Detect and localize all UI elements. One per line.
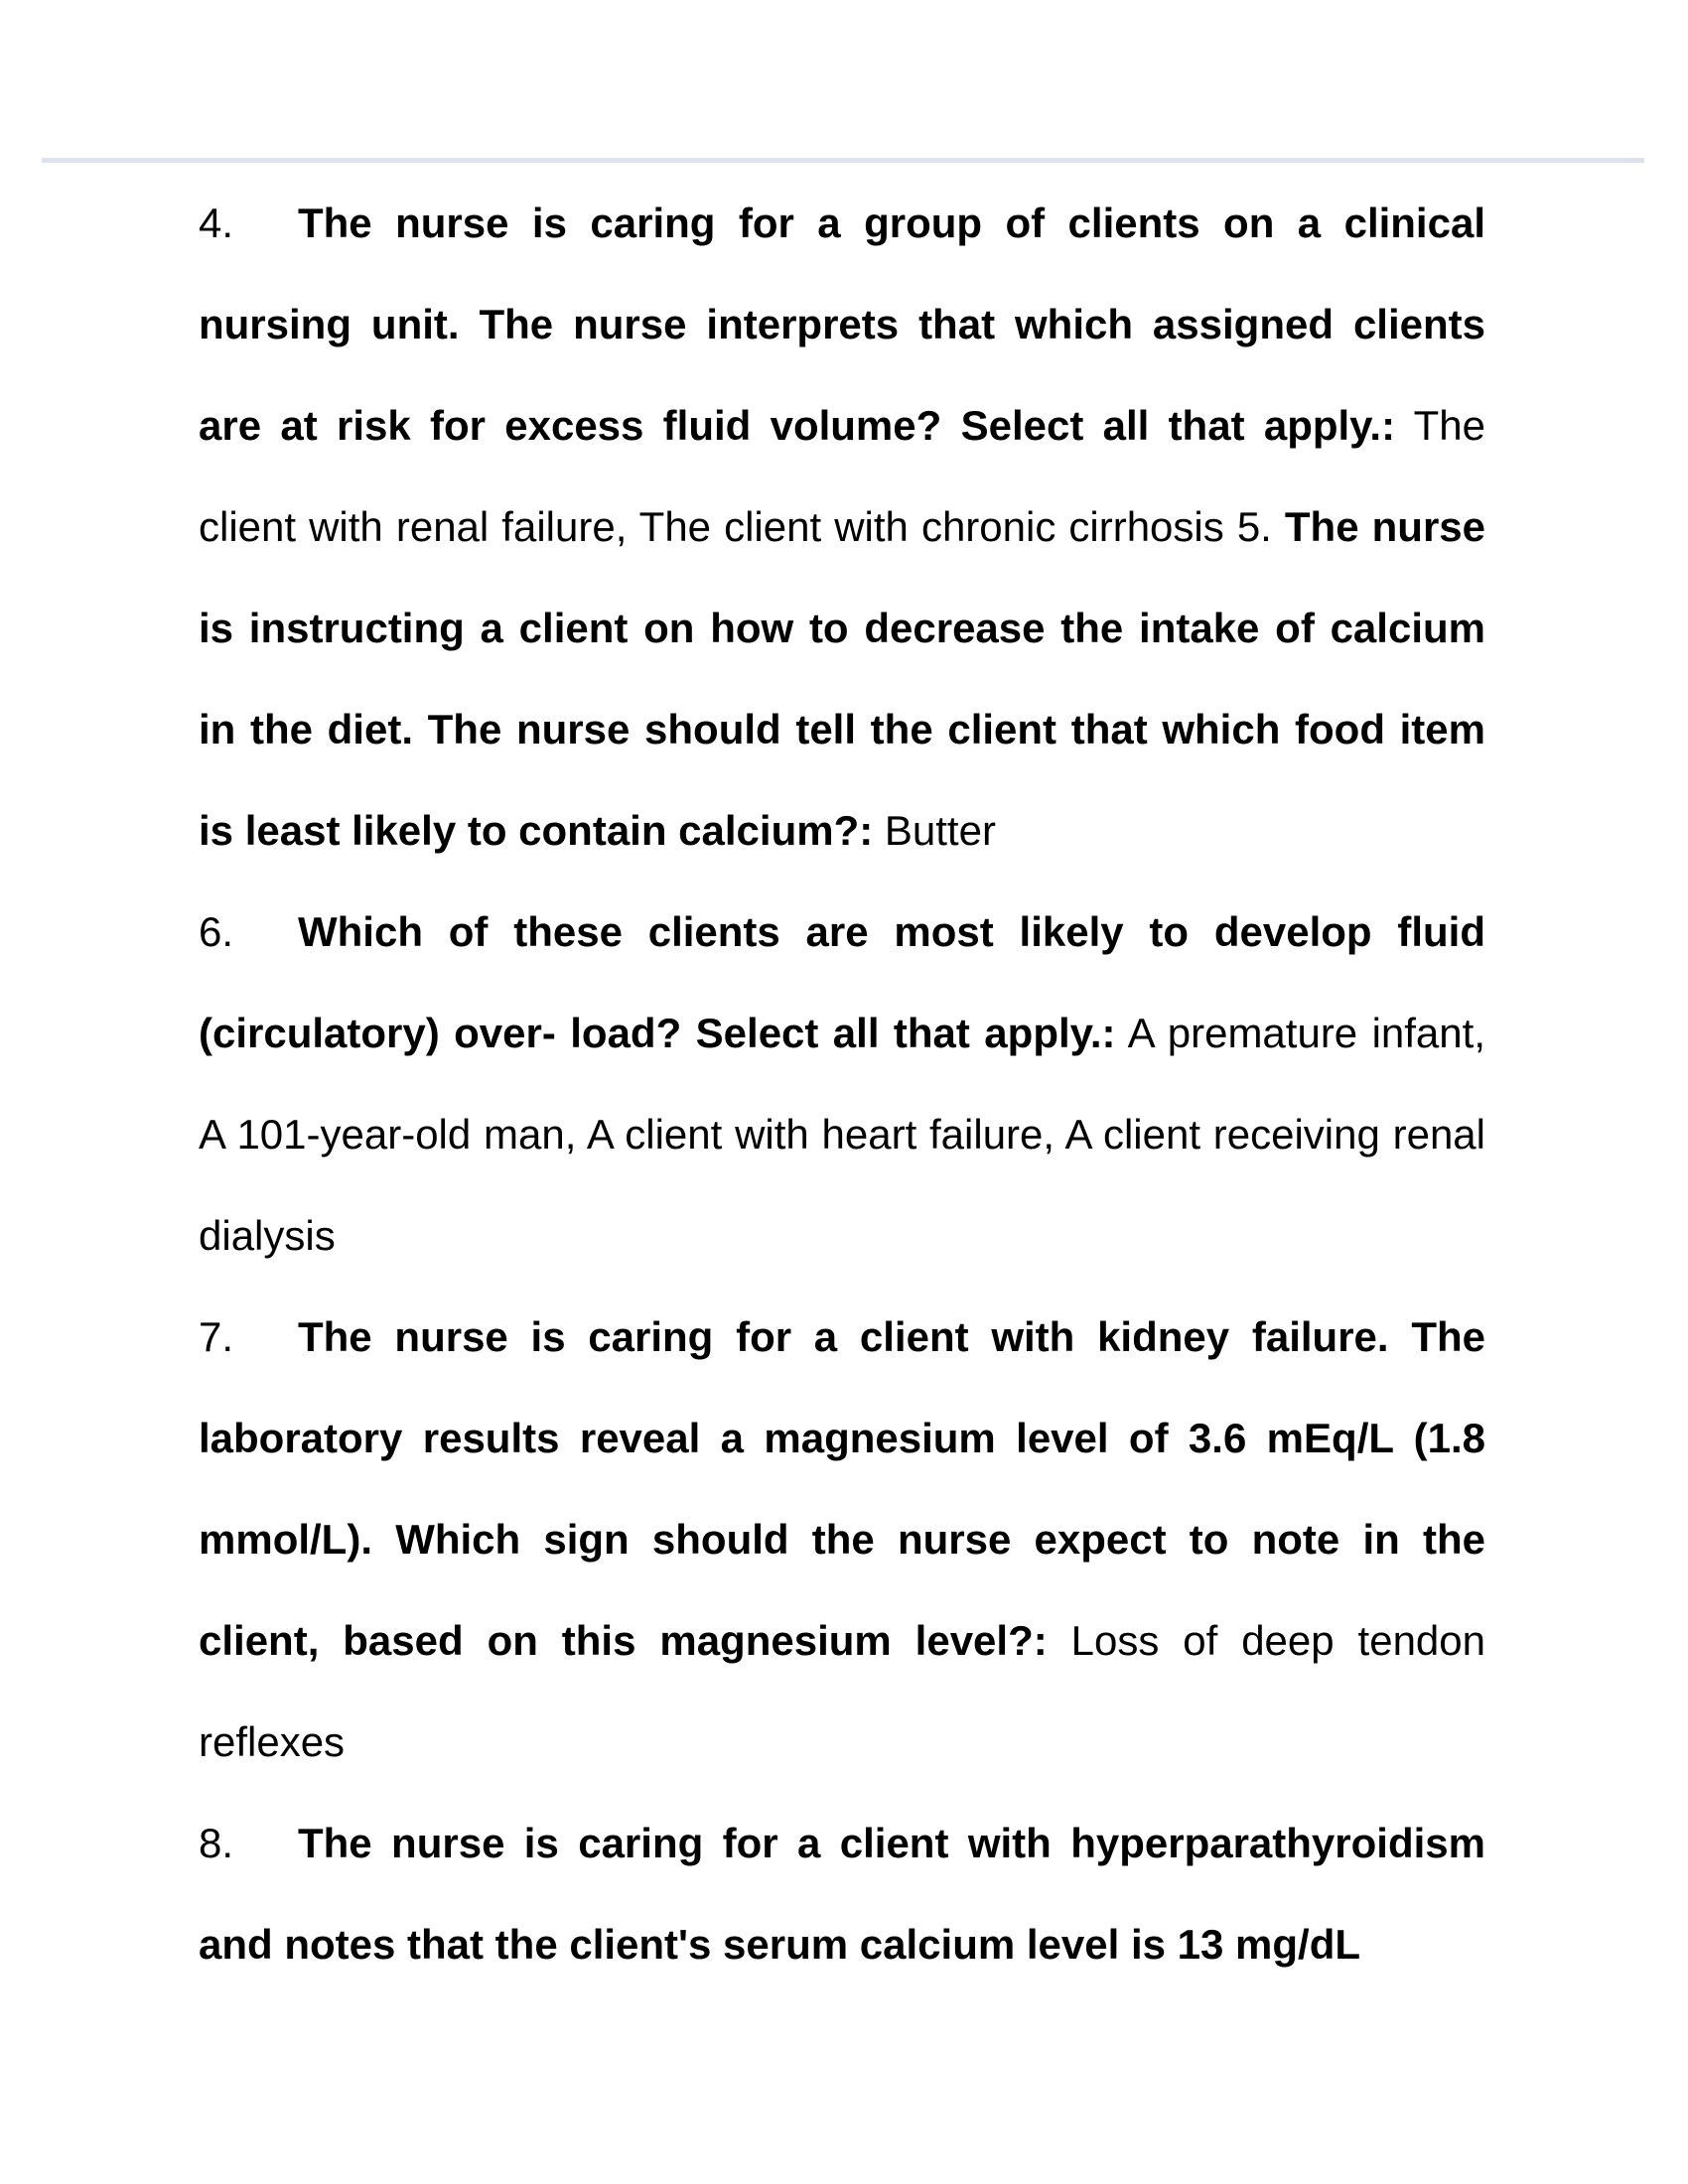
answer-text: The client with renal failure, The client with chronic cirrhosis xyxy=(199,402,1485,550)
question-item-7 xyxy=(199,1287,1485,1793)
answer-text: Butter xyxy=(884,807,996,854)
question-text: The nurse is instructing a client on how to decrease the intake of calcium in the diet. The nurse should tell the client that which food item is least likely to contain calcium?: xyxy=(199,503,1486,854)
header-divider xyxy=(42,158,1644,163)
item-number: 6. xyxy=(199,908,234,955)
question-text: The nurse is caring for a client with hyperparathyroidism and notes that the client's serum calcium level is 13 mg/dL xyxy=(199,1820,1485,1968)
item-number: 5. xyxy=(1236,503,1272,550)
question-item-8 xyxy=(199,1793,1485,1995)
item-number: 7. xyxy=(199,1313,234,1360)
question-item-4 xyxy=(199,173,1485,882)
question-text: The nurse is caring for a client with kidney failure. The laboratory results reveal a magnesium level of 3.6 mEq/L (1.8 mmol/L). Which sign should the nurse expect to note in the client, based on this magnesium level?: xyxy=(199,1313,1485,1664)
item-number: 4. xyxy=(199,200,234,246)
answer-text: A premature infant, A 101-year-old man, A client with heart failure, A client receiving renal dialysis xyxy=(199,1010,1485,1259)
item-number: 8. xyxy=(199,1820,234,1866)
question-text: Which of these clients are most likely to develop fluid (circulatory) over- load? Select all that apply.: xyxy=(199,908,1485,1056)
answer-text: Loss of deep tendon reflexes xyxy=(199,1617,1485,1765)
question-item-6 xyxy=(199,882,1485,1287)
document-body xyxy=(199,173,1485,1995)
question-text: The nurse is caring for a group of clients on a clinical nursing unit. The nurse interprets that which assigned clients are at risk for excess fluid volume? Select all that apply.: xyxy=(199,200,1485,449)
